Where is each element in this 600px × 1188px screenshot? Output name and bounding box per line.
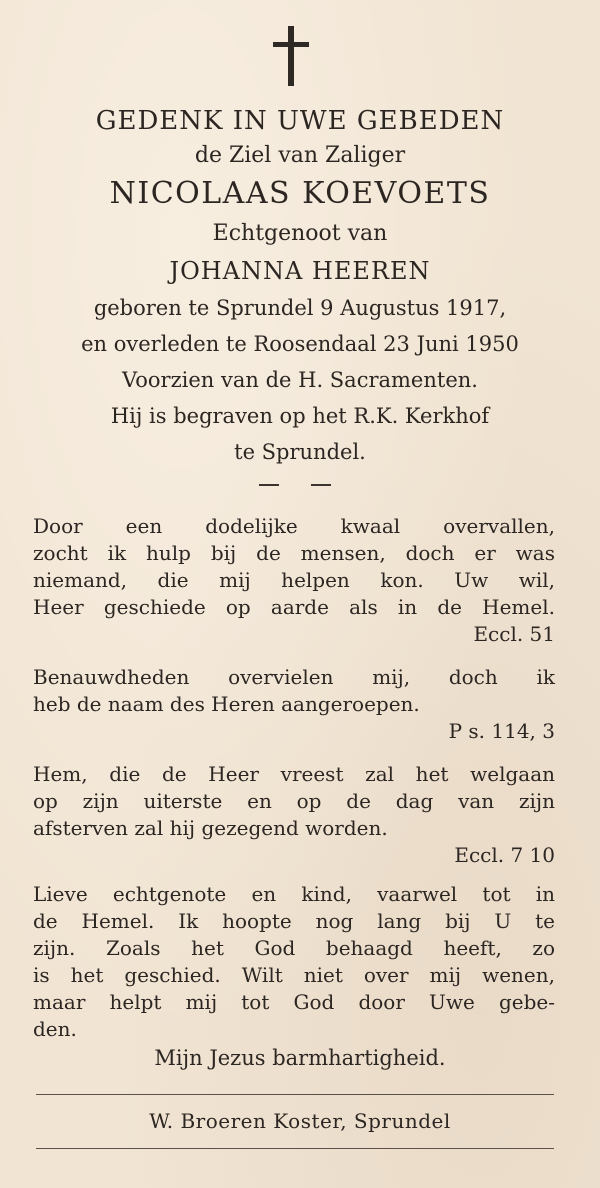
divider-bottom: [36, 1148, 554, 1149]
verse-line: zijn. Zoals het God behaagd heeft, zo: [33, 936, 555, 960]
subheading-ziel: de Ziel van Zaliger: [194, 143, 406, 168]
divider-top: [36, 1094, 554, 1095]
spouse-name: JOHANNA HEEREN: [169, 257, 431, 285]
verse-line: op zijn uiterste en op de dag van zijn: [33, 789, 555, 813]
verse-line: is het geschied. Wilt niet over mij wenen,: [33, 963, 555, 987]
deceased-name: NICOLAAS KOEVOETS: [109, 176, 491, 211]
verse-reference: P s. 114, 3: [448, 719, 555, 743]
burial-line-2: te Sprundel.: [234, 440, 366, 464]
closing-prayer: Mijn Jezus barmhartigheid.: [154, 1046, 446, 1070]
verse-line: Heer geschiede op aarde als in de Hemel.: [33, 595, 555, 619]
cross-icon: [273, 26, 309, 86]
verse-line: zocht ik hulp bij de mensen, doch er was: [33, 541, 555, 565]
printer-credit: W. Broeren Koster, Sprundel: [149, 1109, 451, 1133]
verse-line: den.: [33, 1017, 77, 1041]
verse-4: [33, 881, 555, 1043]
burial-line-1: Hij is begraven op het R.K. Kerkhof: [110, 404, 490, 428]
verse-line: Door een dodelijke kwaal overvallen,: [33, 514, 555, 538]
verse-line: Lieve echtgenote en kind, vaarwel tot in: [33, 882, 555, 906]
verse-2: [33, 664, 555, 745]
verse-line: Hem, die de Heer vreest zal het welgaan: [33, 762, 555, 786]
verse-line: maar helpt mij tot God door Uwe gebe-: [33, 990, 555, 1014]
verse-1: [33, 513, 555, 648]
heading-gedenk: GEDENK IN UWE GEBEDEN: [95, 106, 505, 136]
death-line: en overleden te Roosendaal 23 Juni 1950: [81, 332, 519, 356]
verse-line: heb de naam des Heren aangeroepen.: [33, 692, 420, 716]
dash-separator: [255, 478, 345, 490]
header-block: [0, 102, 600, 470]
verse-line: de Hemel. Ik hoopte nog lang bij U te: [33, 909, 555, 933]
verse-line: Benauwdheden overvielen mij, doch ik: [33, 665, 555, 689]
verse-line: niemand, die mij helpen kon. Uw wil,: [33, 568, 555, 592]
verse-line: afsterven zal hij gezegend worden.: [33, 816, 388, 840]
verse-reference: Eccl. 51: [473, 622, 555, 646]
sacraments-line: Voorzien van de H. Sacramenten.: [122, 368, 478, 392]
verse-3: [33, 761, 555, 869]
verse-reference: Eccl. 7 10: [454, 843, 555, 867]
birth-line: geboren te Sprundel 9 Augustus 1917,: [93, 296, 507, 320]
spouse-label: Echtgenoot van: [212, 221, 388, 246]
